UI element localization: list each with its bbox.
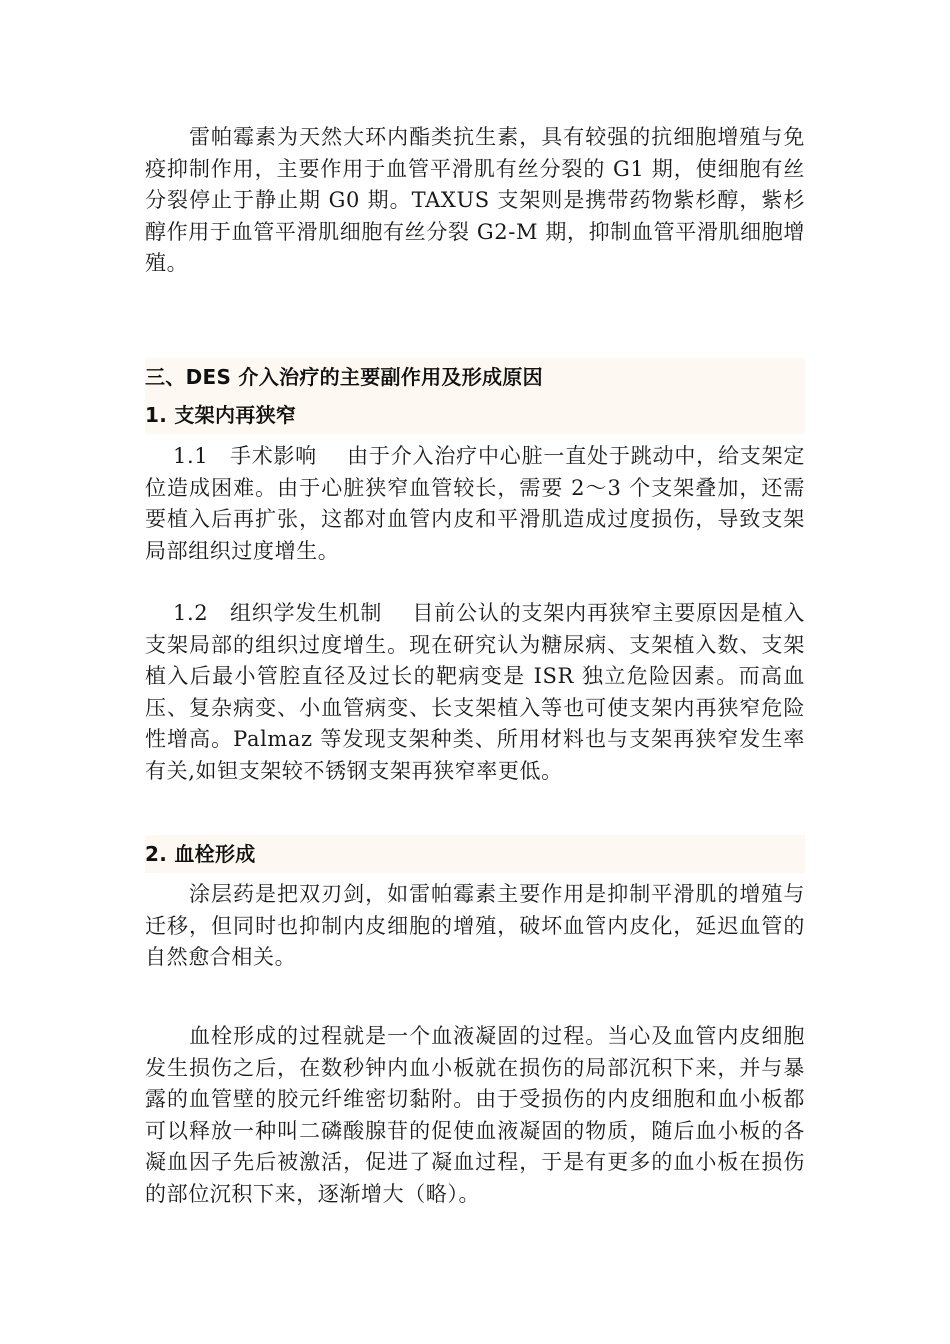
- item-1-2-title: 组织学发生机制: [229, 601, 383, 625]
- thrombosis-paragraph-b: 血栓形成的过程就是一个血液凝固的过程。当心及血管内皮细胞发生损伤之后，在数秒钟内血小板就在损伤的局部沉积下来，并与暴露的血管壁的胶元纤维密切黏附。由于受损伤的内皮细胞和血小板都可以释放一种叫二磷酸腺苷的促使血液凝固的物质，随后血小板的各凝血因子先后被激活，促进了凝血过程，于是有更多的血小板在损伤的部位沉积下来，逐渐增大（略）。: [145, 1024, 805, 1206]
- item-1-1-body: 由于介入治疗中心脏一直处于跳动中，给支架定位造成困难。由于心脏狭窄血管较长，需要 2～3 个支架叠加，还需要植入后再扩张，这都对血管内皮和平滑肌造成过度损伤，导致支架局部组织过度增生。: [145, 444, 805, 563]
- heading-thrombosis: 2. 血栓形成: [145, 835, 805, 873]
- item-1-1-title: 手术影响: [229, 444, 317, 468]
- item-1-2-body: 目前公认的支架内再狭窄主要原因是植入支架局部的组织过度增生。现在研究认为糖尿病、支架植入数、支架植入后最小管腔直径及过长的靶病变是 ISR 独立危险因素。而高血压、复杂病变、小血管病变、长支架植入等也可使支架内再狭窄危险性增高。Palmaz 等发现支架种类、所用材料也与支架再狭窄发生率有关,如钽支架较不锈钢支架再狭窄率更低。: [145, 601, 805, 783]
- item-1-1-paragraph: [145, 441, 805, 567]
- item-1-2-number: 1.2: [173, 601, 209, 625]
- heading-restenosis: 1. 支架内再狭窄: [145, 396, 805, 434]
- item-1-1-number: 1.1: [173, 444, 209, 468]
- intro-paragraph: 雷帕霉素为天然大环内酯类抗生素，具有较强的抗细胞增殖与免疫抑制作用，主要作用于血管平滑肌有丝分裂的 G1 期，使细胞有丝分裂停止于静止期 G0 期。TAXUS 支架则是携带药物紫杉醇，紫杉醇作用于血管平滑肌细胞有丝分裂 G2-M 期，抑制血管平滑肌细胞增殖。: [145, 125, 805, 275]
- item-1-2-paragraph: [145, 598, 805, 787]
- thrombosis-paragraph-a: 涂层药是把双刃剑，如雷帕霉素主要作用是抑制平滑肌的增殖与迁移，但同时也抑制内皮细胞的增殖，破坏血管内皮化，延迟血管的自然愈合相关。: [145, 882, 805, 969]
- section-heading: 三、DES 介入治疗的主要副作用及形成原因: [145, 358, 805, 396]
